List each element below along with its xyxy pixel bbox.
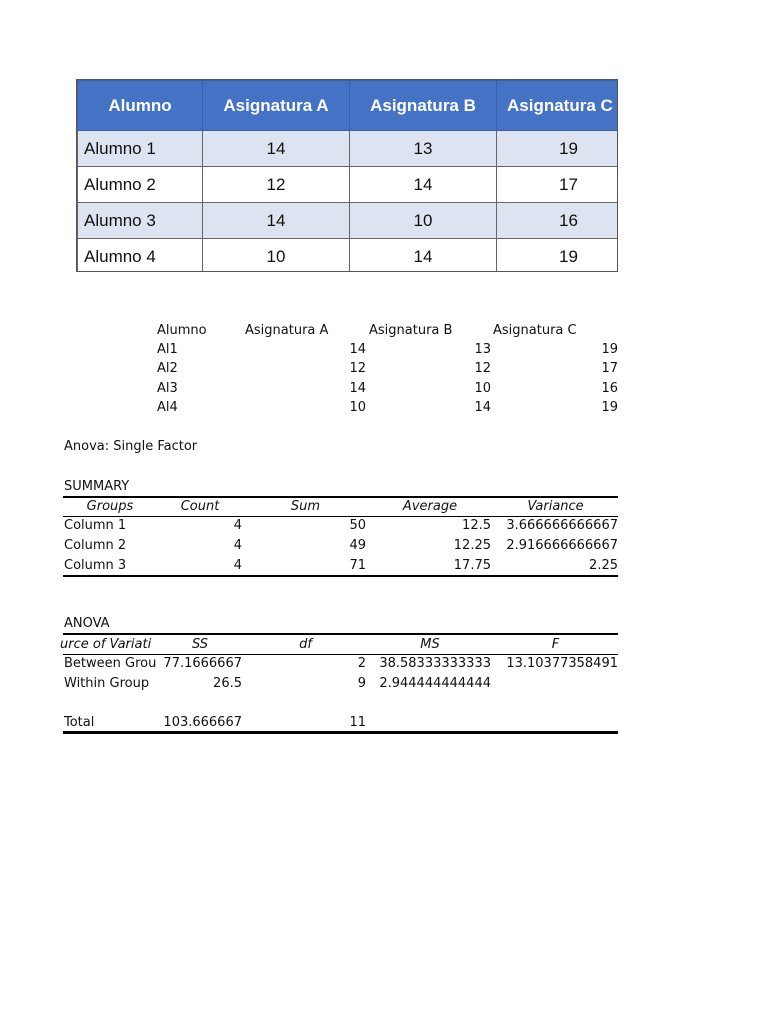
data-cell: 13 — [474, 342, 491, 357]
img-cell: 14 — [203, 131, 350, 167]
img-cell: Alumno 1 — [78, 131, 203, 167]
data-cell: 14 — [349, 342, 366, 357]
summary-label: SUMMARY — [64, 479, 130, 494]
summary-cell: 12.5 — [462, 518, 491, 533]
anova-cell: 38.58333333333 — [379, 656, 491, 671]
anova-total-cell: 11 — [349, 715, 366, 730]
img-cell: Alumno 4 — [78, 239, 203, 273]
summary-header: Groups — [86, 499, 134, 514]
img-header-alumno: Alumno — [78, 81, 203, 131]
data-cell: 16 — [601, 381, 618, 396]
img-cell: 19 — [497, 239, 619, 273]
summary-cell: Column 2 — [64, 538, 127, 553]
img-header-asig-c: Asignatura C — [497, 81, 619, 131]
data-cell: 19 — [601, 342, 618, 357]
img-cell: Alumno 2 — [78, 167, 203, 203]
data-cell: Al3 — [157, 381, 178, 396]
img-row — [78, 239, 619, 273]
summary-cell: 50 — [349, 518, 366, 533]
data-header-alumno: Alumno — [157, 323, 207, 338]
anova-header: SS — [191, 637, 209, 652]
data-cell: 10 — [474, 381, 491, 396]
summary-header: Average — [402, 499, 458, 514]
anova-cell: 77.1666667 — [163, 656, 242, 671]
img-row — [78, 167, 619, 203]
img-cell: 12 — [203, 167, 350, 203]
anova-label: ANOVA — [64, 616, 110, 631]
summary-cell: 17.75 — [453, 558, 491, 573]
embedded-table-image — [76, 79, 618, 272]
data-cell: 14 — [474, 400, 491, 415]
anova-bottom-rule — [63, 731, 618, 734]
img-cell: 19 — [497, 131, 619, 167]
data-header-asig-a: Asignatura A — [245, 323, 329, 338]
data-header-asig-c: Asignatura C — [493, 323, 577, 338]
summary-header: Count — [180, 499, 220, 514]
img-row — [78, 131, 619, 167]
data-cell: 17 — [601, 361, 618, 376]
data-header-asig-b: Asignatura B — [369, 323, 453, 338]
anova-header: MS — [420, 637, 440, 652]
anova-title: Anova: Single Factor — [64, 439, 198, 454]
summary-cell: 4 — [233, 558, 242, 573]
anova-header: urce of Variati — [60, 637, 152, 652]
anova-total-cell: Total — [64, 715, 95, 730]
img-cell: 14 — [203, 203, 350, 239]
img-cell: 17 — [497, 167, 619, 203]
summary-cell: Column 3 — [64, 558, 127, 573]
anova-header: df — [299, 637, 312, 652]
summary-cell: 4 — [233, 538, 242, 553]
img-cell: 10 — [203, 239, 350, 273]
summary-cell: 4 — [233, 518, 242, 533]
summary-cell: Column 1 — [64, 518, 127, 533]
img-cell: 10 — [350, 203, 497, 239]
img-cell: 13 — [350, 131, 497, 167]
summary-cell: 49 — [349, 538, 366, 553]
data-cell: Al4 — [157, 400, 178, 415]
img-cell: Alumno 3 — [78, 203, 203, 239]
summary-header: Variance — [527, 499, 584, 514]
summary-cell: 12.25 — [453, 538, 491, 553]
anova-cell: Within Group — [64, 676, 150, 691]
summary-cell: 71 — [349, 558, 366, 573]
data-cell: 12 — [474, 361, 491, 376]
img-cell: 14 — [350, 167, 497, 203]
anova-cell: 13.10377358491 — [506, 656, 618, 671]
summary-cell: 2.916666666667 — [506, 538, 618, 553]
img-cell: 16 — [497, 203, 619, 239]
summary-cell: 3.666666666667 — [506, 518, 618, 533]
data-cell: 10 — [349, 400, 366, 415]
anova-cell: 2.944444444444 — [379, 676, 491, 691]
img-cell: 14 — [350, 239, 497, 273]
data-cell: 19 — [601, 400, 618, 415]
data-cell: Al1 — [157, 342, 178, 357]
anova-header: F — [551, 637, 560, 652]
anova-top-rule — [63, 633, 618, 635]
anova-total-cell: 103.666667 — [163, 715, 242, 730]
data-cell: Al2 — [157, 361, 178, 376]
data-cell: 12 — [349, 361, 366, 376]
data-cell: 14 — [349, 381, 366, 396]
anova-cell: 26.5 — [213, 676, 242, 691]
anova-cell: 2 — [357, 656, 366, 671]
summary-header: Sum — [290, 499, 321, 514]
anova-cell: 9 — [357, 676, 366, 691]
img-header-asig-a: Asignatura A — [203, 81, 350, 131]
img-header-asig-b: Asignatura B — [350, 81, 497, 131]
summary-bottom-rule — [63, 575, 618, 577]
img-row — [78, 203, 619, 239]
summary-cell: 2.25 — [589, 558, 618, 573]
anova-cell: Between Grou — [64, 656, 156, 671]
